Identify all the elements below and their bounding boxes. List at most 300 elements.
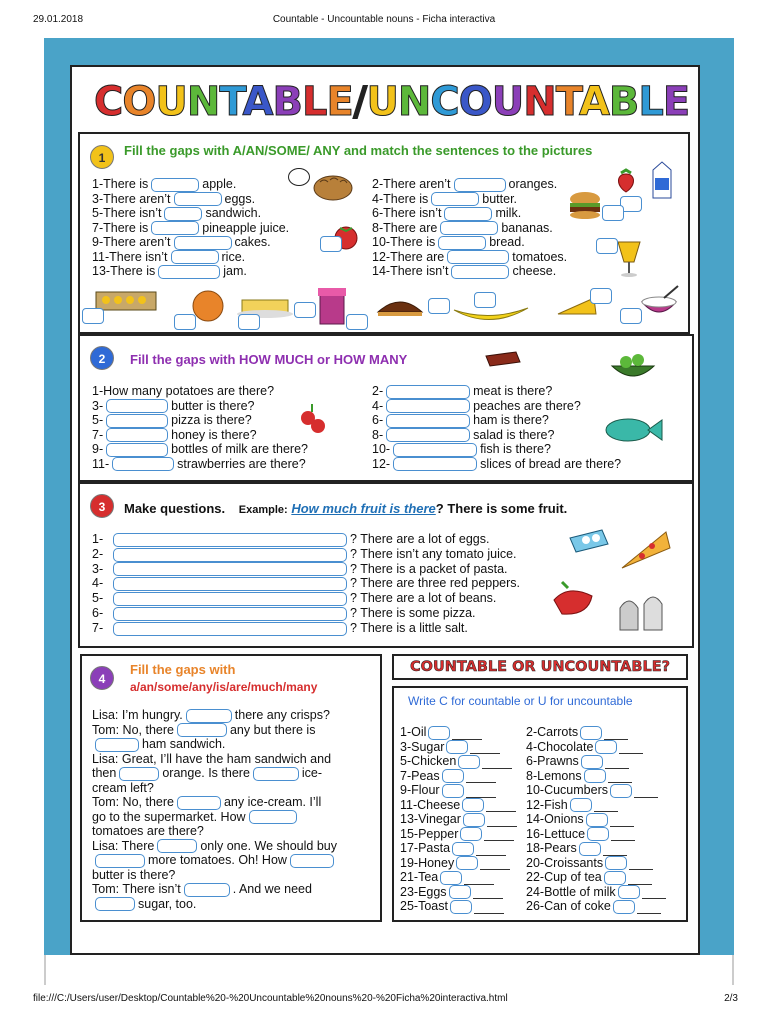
s1-sentence xyxy=(92,264,247,279)
gap-input[interactable] xyxy=(113,607,347,621)
title-letter: A xyxy=(242,79,273,125)
title-letter: U xyxy=(155,79,187,125)
sentence-start: 4-There is xyxy=(372,191,429,206)
red-pepper-icon xyxy=(548,580,598,620)
dialogue-text: Lisa: There xyxy=(92,838,155,853)
gap-input[interactable] xyxy=(174,192,222,206)
noun-label: 22-Cup of tea xyxy=(526,870,602,884)
title-letter: / xyxy=(352,79,367,125)
dialogue-text: tomatoes are there? xyxy=(92,824,204,838)
noun-label: 19-Honey xyxy=(400,855,455,870)
noun-label: 14-Onions xyxy=(526,812,584,826)
gap-input[interactable] xyxy=(451,265,509,279)
noun-item xyxy=(400,783,496,798)
print-title: Countable - Uncountable nouns - Ficha interactiva xyxy=(272,14,496,25)
gap-input[interactable] xyxy=(113,533,347,547)
s1-sentence xyxy=(372,221,553,236)
section-1-heading: Fill the gaps with A/AN/SOME/ ANY and match the sentences to the pictures xyxy=(124,143,593,158)
question-end: bottles of milk are there? xyxy=(171,442,308,456)
section-4-number: 4 xyxy=(90,666,114,690)
dialogue-text: Tom: No, there xyxy=(92,722,174,737)
s3-question xyxy=(92,532,489,547)
sentence-end: milk. xyxy=(495,206,522,220)
title-letter: N xyxy=(186,79,220,125)
c-u-input[interactable] xyxy=(584,769,606,783)
question-number: 12- xyxy=(372,456,391,471)
question-end: peaches are there? xyxy=(473,398,581,413)
noun-label: 2-Carrots xyxy=(526,725,579,739)
question-number: 7- xyxy=(92,427,104,442)
sentence-end: pineapple juice. xyxy=(202,220,290,235)
s2-question xyxy=(372,399,581,414)
sentence-end: cheese. xyxy=(512,264,557,278)
title-letter: N xyxy=(397,79,431,125)
noun-label: 10-Cucumbers xyxy=(526,783,608,797)
bread-icon xyxy=(312,172,354,202)
c-u-input[interactable] xyxy=(580,726,602,740)
salt-shakers-icon xyxy=(612,588,670,636)
bananas-icon xyxy=(450,302,532,326)
question-number: 5- xyxy=(92,591,104,606)
gap-input[interactable] xyxy=(106,399,168,413)
gap-input[interactable] xyxy=(386,385,470,399)
question-end: honey is there? xyxy=(171,427,257,442)
s2-question xyxy=(92,399,255,414)
s1-sentence xyxy=(372,177,557,192)
dialogue-text: ice- xyxy=(301,766,323,780)
question-number: 2- xyxy=(372,384,384,398)
noun-label: 7-Peas xyxy=(400,768,440,783)
title-letter: L xyxy=(638,79,663,125)
answer-box[interactable] xyxy=(428,298,450,314)
section-4-subheading: a/an/some/any/is/are/much/many xyxy=(130,680,318,694)
dialogue-line xyxy=(92,853,337,868)
noun-item xyxy=(400,856,510,871)
s1-sentence xyxy=(372,206,521,221)
sentence-end: rice. xyxy=(221,249,246,264)
gap-input[interactable] xyxy=(151,221,199,235)
noun-label: 11-Cheese xyxy=(400,797,461,812)
title-letter: B xyxy=(272,79,302,125)
section-3-number: 3 xyxy=(90,494,114,518)
answer-box[interactable] xyxy=(590,288,612,304)
s2-question xyxy=(372,442,551,457)
frame-bottom xyxy=(44,955,734,985)
noun-label: 13-Vinegar xyxy=(400,812,461,826)
noun-item xyxy=(526,885,666,900)
noun-item xyxy=(400,812,517,827)
c-u-input[interactable] xyxy=(450,900,472,914)
gap-input[interactable] xyxy=(112,457,174,471)
question-number: 4- xyxy=(372,398,384,413)
noun-item xyxy=(400,870,494,885)
c-u-input[interactable] xyxy=(449,885,471,899)
sentence-end: oranges. xyxy=(508,177,558,191)
question-end: pizza is there? xyxy=(171,413,252,427)
rice-bowl-icon xyxy=(636,284,682,324)
noun-item xyxy=(526,856,653,871)
meat-icon xyxy=(482,346,524,370)
sentence-start: 12-There are xyxy=(372,249,445,264)
noun-label: 15-Pepper xyxy=(400,826,459,841)
sentence-start: 2-There aren’t xyxy=(372,177,451,191)
s2-question xyxy=(372,457,621,472)
gap-input[interactable] xyxy=(157,839,197,853)
gap-input[interactable] xyxy=(106,443,168,457)
c-u-input[interactable] xyxy=(463,813,485,827)
sentence-start: 13-There is xyxy=(92,264,156,278)
gap-input[interactable] xyxy=(393,443,477,457)
question-end: ham is there? xyxy=(473,413,549,427)
c-u-input[interactable] xyxy=(458,755,480,769)
dialogue-text: then xyxy=(92,766,117,780)
noun-item xyxy=(526,870,652,885)
answer-box[interactable] xyxy=(82,308,104,324)
sentence-end: bananas. xyxy=(501,220,553,235)
c-u-input[interactable] xyxy=(452,842,474,856)
answer-box[interactable] xyxy=(596,238,618,254)
s1-sentence xyxy=(92,250,245,265)
dialogue-text: Lisa: Great, I’ll have the ham sandwich and xyxy=(92,751,332,766)
gap-input[interactable] xyxy=(174,236,232,250)
question-number: 8- xyxy=(372,427,384,442)
question-end: meat is there? xyxy=(473,384,553,398)
s3-question xyxy=(92,547,517,562)
sentence-start: 9-There aren’t xyxy=(92,235,171,249)
dialogue-line xyxy=(92,868,175,882)
gap-input[interactable] xyxy=(386,428,470,442)
s3-question xyxy=(92,621,468,636)
noun-item xyxy=(526,827,635,842)
s1-sentence xyxy=(92,206,261,221)
s1-sentence xyxy=(372,264,556,279)
gap-input[interactable] xyxy=(393,457,477,471)
answer-text: ? There is a packet of pasta. xyxy=(350,561,508,576)
title-letter: C xyxy=(94,79,123,125)
cake-icon xyxy=(374,290,426,320)
gap-input[interactable] xyxy=(171,250,219,264)
sentence-end: eggs. xyxy=(224,191,256,206)
question-end: salad is there? xyxy=(473,427,555,442)
noun-label: 16-Lettuce xyxy=(526,826,586,841)
noun-item xyxy=(526,740,643,755)
question-number: 10- xyxy=(372,442,391,456)
sentence-end: butter. xyxy=(482,191,518,206)
gap-input[interactable] xyxy=(184,883,230,897)
noun-item xyxy=(400,798,516,813)
noun-item xyxy=(526,725,628,740)
c-u-input[interactable] xyxy=(446,740,468,754)
gap-input[interactable] xyxy=(113,622,347,636)
gap-input[interactable] xyxy=(249,810,297,824)
c-u-input[interactable] xyxy=(462,798,484,812)
gap-input[interactable] xyxy=(95,738,139,752)
noun-label: 24-Bottle of milk xyxy=(526,884,616,899)
noun-label: 8-Lemons xyxy=(526,768,582,783)
s1-sentence xyxy=(92,235,271,250)
dialogue-line xyxy=(92,752,331,766)
example-question: How much fruit is there xyxy=(291,501,436,516)
gap-input[interactable] xyxy=(186,709,232,723)
answer-text: ? There is some pizza. xyxy=(350,606,476,620)
s1-sentence xyxy=(92,177,236,192)
question-number: 7- xyxy=(92,620,104,635)
pizza-slice-icon xyxy=(618,528,672,572)
question-number: 1- xyxy=(92,532,104,546)
title-letter: U xyxy=(491,79,524,125)
gap-input[interactable] xyxy=(151,178,199,192)
gap-input[interactable] xyxy=(158,265,220,279)
c-u-input[interactable] xyxy=(604,871,626,885)
s2-question xyxy=(92,384,274,398)
gap-input[interactable] xyxy=(431,192,479,206)
s1-sentence xyxy=(372,235,525,250)
dialogue-line xyxy=(92,708,330,723)
salad-icon xyxy=(608,350,658,386)
noun-item xyxy=(526,841,627,856)
title-letter: E xyxy=(326,79,353,125)
c-u-input[interactable] xyxy=(605,856,627,870)
sentence-start: 8-There are xyxy=(372,220,438,235)
c-u-input[interactable] xyxy=(610,784,632,798)
dialogue-text: Tom: No, there xyxy=(92,795,174,809)
noun-label: 17-Pasta xyxy=(400,841,451,855)
gap-input[interactable] xyxy=(119,767,159,781)
print-url: file:///C:/Users/user/Desktop/Countable%20-%20Uncountable%20nouns%20-%20Ficha%20interactiva.html xyxy=(33,993,508,1004)
gap-input[interactable] xyxy=(290,854,334,868)
dialogue-text: any but there is xyxy=(229,722,316,737)
question-number: 4- xyxy=(92,576,104,591)
dialogue-text: there any crisps? xyxy=(234,708,330,722)
section-2-number: 2 xyxy=(90,346,114,370)
question-number: 6- xyxy=(372,413,384,427)
section-1-number: 1 xyxy=(90,145,114,169)
title-letter: O xyxy=(458,79,492,125)
s3-question xyxy=(92,562,508,577)
dialogue-text: any ice-cream. I’ll xyxy=(223,795,322,809)
answer-circle[interactable] xyxy=(288,168,310,186)
noun-item xyxy=(400,754,512,769)
sentence-start: 6-There isn’t xyxy=(372,206,442,220)
answer-box[interactable] xyxy=(294,302,316,318)
noun-item xyxy=(400,725,482,740)
question-number: 11- xyxy=(92,456,110,471)
s1-sentence xyxy=(372,192,517,207)
title-letter: E xyxy=(662,79,690,125)
question-number: 2- xyxy=(92,546,104,561)
noun-label: 20-Croissants xyxy=(526,855,604,870)
noun-item xyxy=(526,769,632,784)
sentence-end: tomatoes. xyxy=(512,249,568,264)
title-letter: T xyxy=(219,79,243,125)
noun-item xyxy=(526,798,618,813)
c-u-input[interactable] xyxy=(587,827,609,841)
noun-item xyxy=(400,885,503,900)
answer-text: ? There are three red peppers. xyxy=(350,576,521,591)
s2-question xyxy=(372,384,552,399)
gap-input[interactable] xyxy=(386,399,470,413)
answer-box[interactable] xyxy=(238,314,260,330)
s1-sentence xyxy=(372,250,567,265)
c-u-input[interactable] xyxy=(442,784,464,798)
dialogue-line xyxy=(92,810,300,825)
sentence-end: sandwich. xyxy=(205,206,262,220)
c-u-input[interactable] xyxy=(586,813,608,827)
s2-question xyxy=(92,442,308,457)
milk-carton-icon xyxy=(650,160,674,200)
noun-label: 3-Sugar xyxy=(400,739,445,754)
noun-item xyxy=(400,841,506,856)
gap-input[interactable] xyxy=(440,221,498,235)
title-letter: T xyxy=(555,79,579,125)
eggs-box-icon xyxy=(566,524,612,558)
fish-icon xyxy=(600,414,664,446)
gap-input[interactable] xyxy=(113,592,347,606)
noun-label: 1-Oil xyxy=(400,725,427,739)
s3-question xyxy=(92,606,476,621)
question-end: butter is there? xyxy=(171,398,255,413)
c-u-input[interactable] xyxy=(456,856,478,870)
c-u-input[interactable] xyxy=(442,769,464,783)
c-u-input[interactable] xyxy=(460,827,482,841)
dialogue-line xyxy=(92,795,321,810)
gap-input[interactable] xyxy=(438,236,486,250)
dialogue-text: orange. Is there xyxy=(162,766,250,780)
noun-item xyxy=(400,740,500,755)
strawberries-icon xyxy=(298,400,328,436)
s2-question xyxy=(92,413,252,428)
question-number: 1-How many potatoes are there? xyxy=(92,384,275,398)
gap-input[interactable] xyxy=(447,250,509,264)
s3-question xyxy=(92,591,496,606)
dialogue-text: ham sandwich. xyxy=(142,737,226,751)
print-page: 2/3 xyxy=(724,993,738,1004)
answer-text: ? There isn’t any tomato juice. xyxy=(350,546,517,561)
c-u-input[interactable] xyxy=(579,842,601,856)
c-u-input[interactable] xyxy=(440,871,462,885)
sentence-start: 14-There isn’t xyxy=(372,264,449,278)
dialogue-line xyxy=(92,781,154,795)
gap-input[interactable] xyxy=(253,767,299,781)
gap-input[interactable] xyxy=(106,414,168,428)
sentence-start: 10-There is xyxy=(372,235,436,249)
s1-sentence xyxy=(92,221,289,236)
answer-box[interactable] xyxy=(602,205,624,221)
c-u-input[interactable] xyxy=(613,900,635,914)
section-2-heading: Fill the gaps with HOW MUCH or HOW MANY xyxy=(130,352,408,367)
noun-label: 26-Can of coke xyxy=(526,899,611,913)
sentence-start: 5-There isn’t xyxy=(92,206,162,220)
c-u-input[interactable] xyxy=(570,798,592,812)
hamburger-icon xyxy=(568,190,602,220)
noun-label: 21-Tea xyxy=(400,870,439,884)
dialogue-text: only one. We should buy xyxy=(200,838,337,853)
question-number: 3- xyxy=(92,561,104,576)
s2-question xyxy=(372,428,554,443)
answer-box[interactable] xyxy=(346,314,368,330)
noun-label: 5-Chicken xyxy=(400,754,457,768)
title-letter: B xyxy=(608,79,639,125)
question-end: strawberries are there? xyxy=(177,456,306,471)
noun-label: 25-Toast xyxy=(400,899,448,913)
dialogue-line xyxy=(92,824,204,838)
dialogue-text: cream left? xyxy=(92,780,154,795)
sentence-end: bread. xyxy=(489,235,525,249)
answer-box[interactable] xyxy=(320,236,342,252)
noun-label: 23-Eggs xyxy=(400,884,447,899)
jam-jar-icon xyxy=(314,284,350,328)
gap-input[interactable] xyxy=(177,723,227,737)
gap-input[interactable] xyxy=(454,178,506,192)
section-5-banner: COUNTABLE OR UNCOUNTABLE? xyxy=(392,654,688,680)
section-4-heading: Fill the gaps with xyxy=(130,662,236,677)
gap-input[interactable] xyxy=(95,854,145,868)
dialogue-text: Tom: There isn’t xyxy=(92,882,181,896)
gap-input[interactable] xyxy=(164,207,202,221)
print-date: 29.01.2018 xyxy=(33,14,84,25)
noun-label: 18-Pears xyxy=(526,841,577,855)
gap-input[interactable] xyxy=(113,577,347,591)
dialogue-line xyxy=(92,723,315,738)
sentence-start: 3-There aren’t xyxy=(92,191,171,206)
gap-input[interactable] xyxy=(113,562,347,576)
c-u-input[interactable] xyxy=(595,740,617,754)
noun-item xyxy=(526,899,661,914)
c-u-input[interactable] xyxy=(428,726,450,740)
noun-label: 6-Prawns xyxy=(526,754,579,768)
title-letter: A xyxy=(578,79,609,125)
answer-text: ? There are a lot of beans. xyxy=(350,591,497,606)
section-5-instruction: Write C for countable or U for uncountable xyxy=(408,694,633,708)
question-number: 9- xyxy=(92,442,104,456)
sentence-start: 1-There is xyxy=(92,177,149,191)
gap-input[interactable] xyxy=(177,796,221,810)
gap-input[interactable] xyxy=(113,548,347,562)
c-u-input[interactable] xyxy=(581,755,603,769)
title-letter: L xyxy=(302,79,327,125)
worksheet-title xyxy=(94,78,690,126)
noun-label: 9-Flour xyxy=(400,783,440,797)
dialogue-text: Lisa: I’m hungry. xyxy=(92,708,183,722)
gap-input[interactable] xyxy=(106,428,168,442)
noun-item xyxy=(400,827,514,842)
underline xyxy=(634,797,658,798)
noun-item xyxy=(400,769,496,784)
title-letter: O xyxy=(122,79,156,125)
dialogue-line xyxy=(92,737,225,752)
gap-input[interactable] xyxy=(386,414,470,428)
dialogue-text: more tomatoes. Oh! How xyxy=(148,853,287,867)
example-label: Example: xyxy=(238,504,288,516)
gap-input[interactable] xyxy=(444,207,492,221)
c-u-input[interactable] xyxy=(618,885,640,899)
question-number: 3- xyxy=(92,398,104,413)
title-letter: C xyxy=(430,79,459,125)
title-letter: U xyxy=(366,79,398,125)
dialogue-text: sugar, too. xyxy=(138,896,197,911)
gap-input[interactable] xyxy=(95,897,135,911)
answer-box[interactable] xyxy=(174,314,196,330)
dialogue-text: go to the supermarket. How xyxy=(92,809,246,824)
s1-sentence xyxy=(92,192,255,207)
sentence-end: cakes. xyxy=(234,235,271,249)
sentence-end: jam. xyxy=(223,264,247,278)
section-3-title: Make questions. xyxy=(124,501,226,516)
noun-label: 12-Fish xyxy=(526,797,568,812)
dialogue-line xyxy=(92,882,312,897)
s2-question xyxy=(92,457,306,472)
section-3-heading xyxy=(124,502,567,517)
